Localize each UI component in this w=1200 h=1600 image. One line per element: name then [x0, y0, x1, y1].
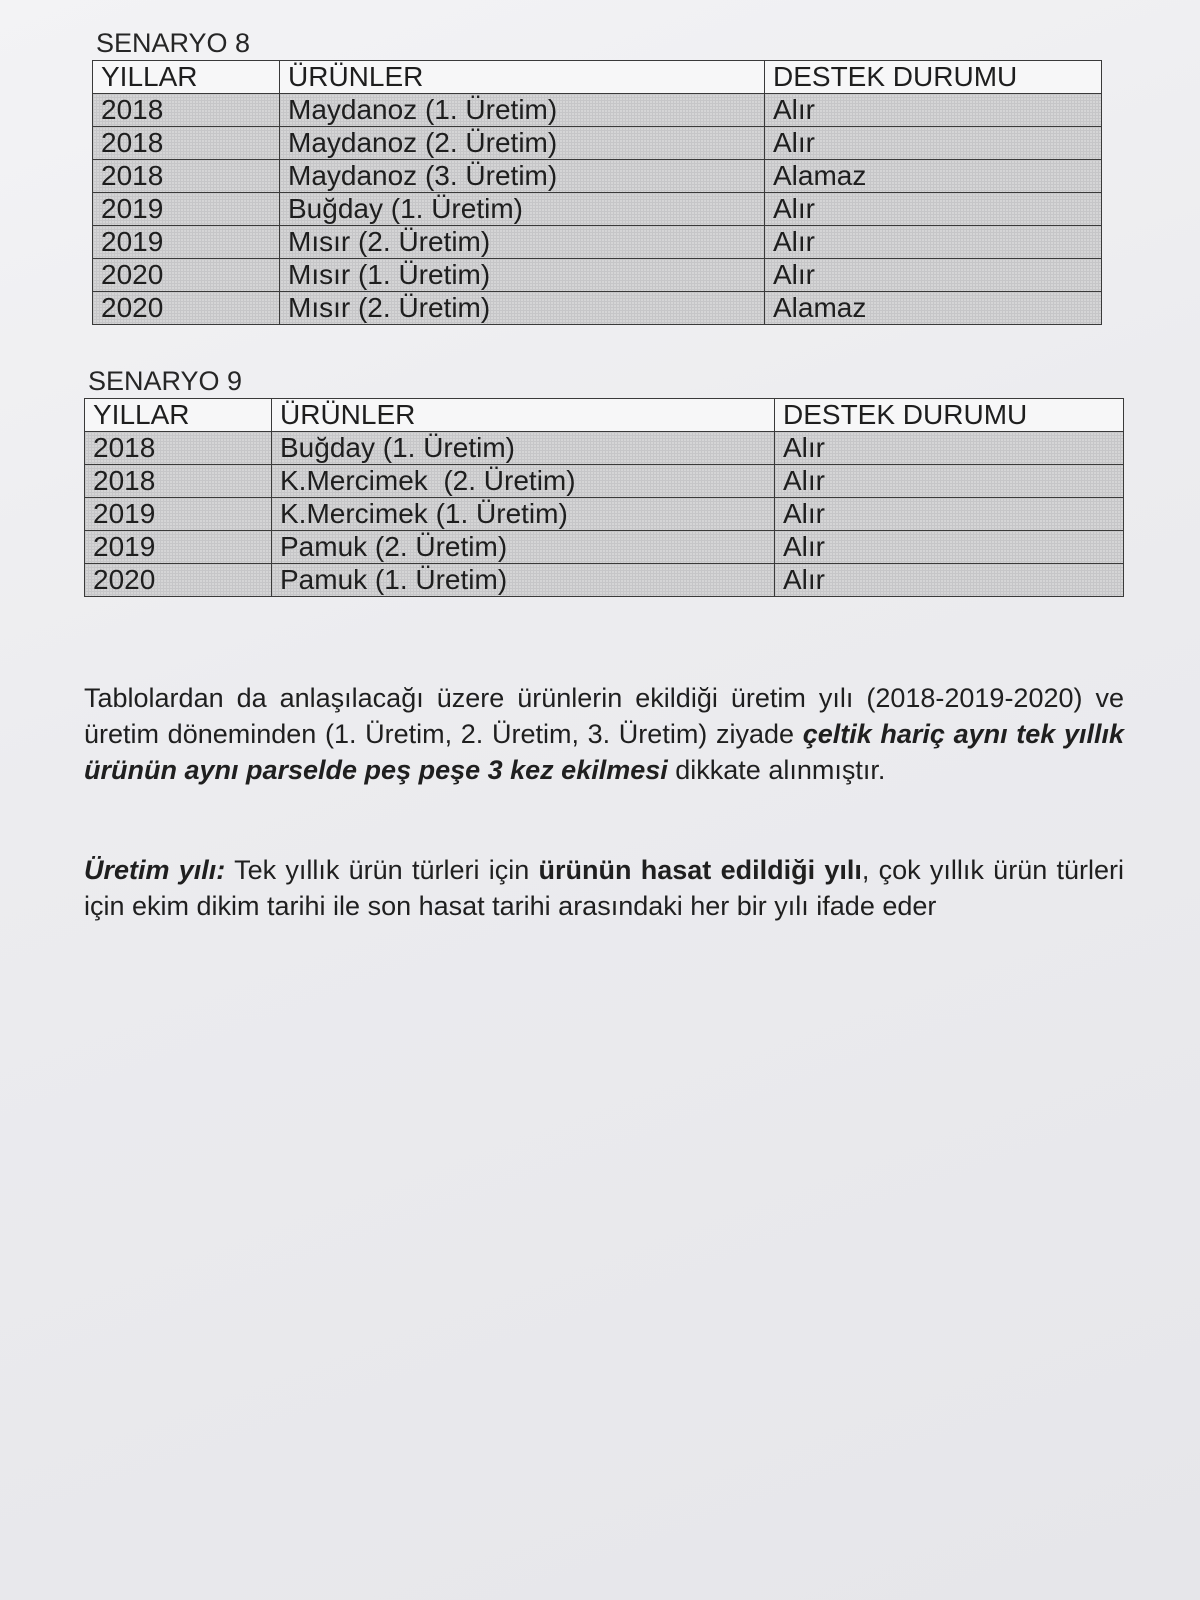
scenario-8-title: SENARYO 8	[96, 28, 251, 58]
definition-bold: ürünün hasat edildiği yılı	[538, 855, 862, 885]
cell-status: Alır	[775, 432, 1124, 465]
cell-year: 2018	[93, 160, 280, 193]
cell-status: Alır	[775, 531, 1124, 564]
scenario-9-title: SENARYO 9	[88, 366, 243, 396]
table-row	[85, 531, 1124, 564]
header-support-status: DESTEK DURUMU	[765, 61, 1102, 94]
cell-status: Alır	[765, 226, 1102, 259]
table-header-row	[85, 399, 1124, 432]
table-row	[85, 564, 1124, 597]
cell-status: Alır	[765, 94, 1102, 127]
cell-product: Mısır (2. Üretim)	[280, 226, 765, 259]
cell-product: K.Mercimek (2. Üretim)	[272, 465, 775, 498]
table-row	[93, 94, 1102, 127]
cell-year: 2019	[93, 226, 280, 259]
table-row	[93, 259, 1102, 292]
scenario-8-section	[92, 28, 1102, 325]
table-row	[93, 226, 1102, 259]
cell-status: Alamaz	[765, 160, 1102, 193]
header-products: ÜRÜNLER	[272, 399, 775, 432]
cell-product: Mısır (2. Üretim)	[280, 292, 765, 325]
cell-year: 2018	[85, 465, 272, 498]
table-row	[93, 292, 1102, 325]
cell-status: Alır	[775, 564, 1124, 597]
cell-year: 2020	[93, 292, 280, 325]
cell-year: 2019	[85, 531, 272, 564]
cell-year: 2018	[85, 432, 272, 465]
cell-product: Maydanoz (2. Üretim)	[280, 127, 765, 160]
header-support-status: DESTEK DURUMU	[775, 399, 1124, 432]
cell-product: Buğday (1. Üretim)	[272, 432, 775, 465]
cell-status: Alır	[765, 193, 1102, 226]
table-row	[85, 498, 1124, 531]
production-year-definition	[84, 852, 1124, 924]
cell-status: Alır	[775, 465, 1124, 498]
table-row	[93, 127, 1102, 160]
cell-year: 2018	[93, 127, 280, 160]
table-row	[93, 160, 1102, 193]
explanation-paragraph	[84, 680, 1124, 788]
scenario-9-section	[84, 366, 1124, 597]
cell-year: 2018	[93, 94, 280, 127]
cell-product: K.Mercimek (1. Üretim)	[272, 498, 775, 531]
cell-product: Pamuk (1. Üretim)	[272, 564, 775, 597]
explanation-text-end: dikkate alınmıştır.	[667, 755, 886, 785]
header-products: ÜRÜNLER	[280, 61, 765, 94]
table-header-row	[93, 61, 1102, 94]
header-years: YILLAR	[85, 399, 272, 432]
definition-text-end: , çok yıllık ürün türleri için ekim dikim tarihi ile son hasat tarihi arasındaki her bir yılı ifade eder	[84, 855, 1125, 921]
table-row	[93, 193, 1102, 226]
definition-text-start: Tek yıllık ürün türleri için	[225, 855, 539, 885]
cell-status: Alır	[765, 127, 1102, 160]
cell-product: Mısır (1. Üretim)	[280, 259, 765, 292]
cell-status: Alır	[775, 498, 1124, 531]
cell-status: Alır	[765, 259, 1102, 292]
explanation-text-start: Tablolardan da anlaşılacağı üzere ürünlerin ekildiği üretim yılı (2018-2019-2020) ve üretim döneminden (1. Üretim, 2. Üretim, 3. Üretim) ziyade	[84, 683, 1124, 749]
cell-product: Buğday (1. Üretim)	[280, 193, 765, 226]
cell-year: 2019	[93, 193, 280, 226]
table-row	[85, 432, 1124, 465]
table-row	[85, 465, 1124, 498]
explanation-emphasis: çeltik hariç aynı tek yıllık ürünün aynı parselde peş peşe 3 kez ekilmesi	[84, 719, 1125, 785]
cell-year: 2020	[93, 259, 280, 292]
cell-product: Maydanoz (1. Üretim)	[280, 94, 765, 127]
scenario-9-table	[84, 398, 1124, 597]
definition-label: Üretim yılı:	[84, 855, 226, 885]
cell-product: Maydanoz (3. Üretim)	[280, 160, 765, 193]
header-years: YILLAR	[93, 61, 280, 94]
cell-status: Alamaz	[765, 292, 1102, 325]
cell-product: Pamuk (2. Üretim)	[272, 531, 775, 564]
scenario-8-table	[92, 60, 1102, 325]
cell-year: 2019	[85, 498, 272, 531]
cell-year: 2020	[85, 564, 272, 597]
